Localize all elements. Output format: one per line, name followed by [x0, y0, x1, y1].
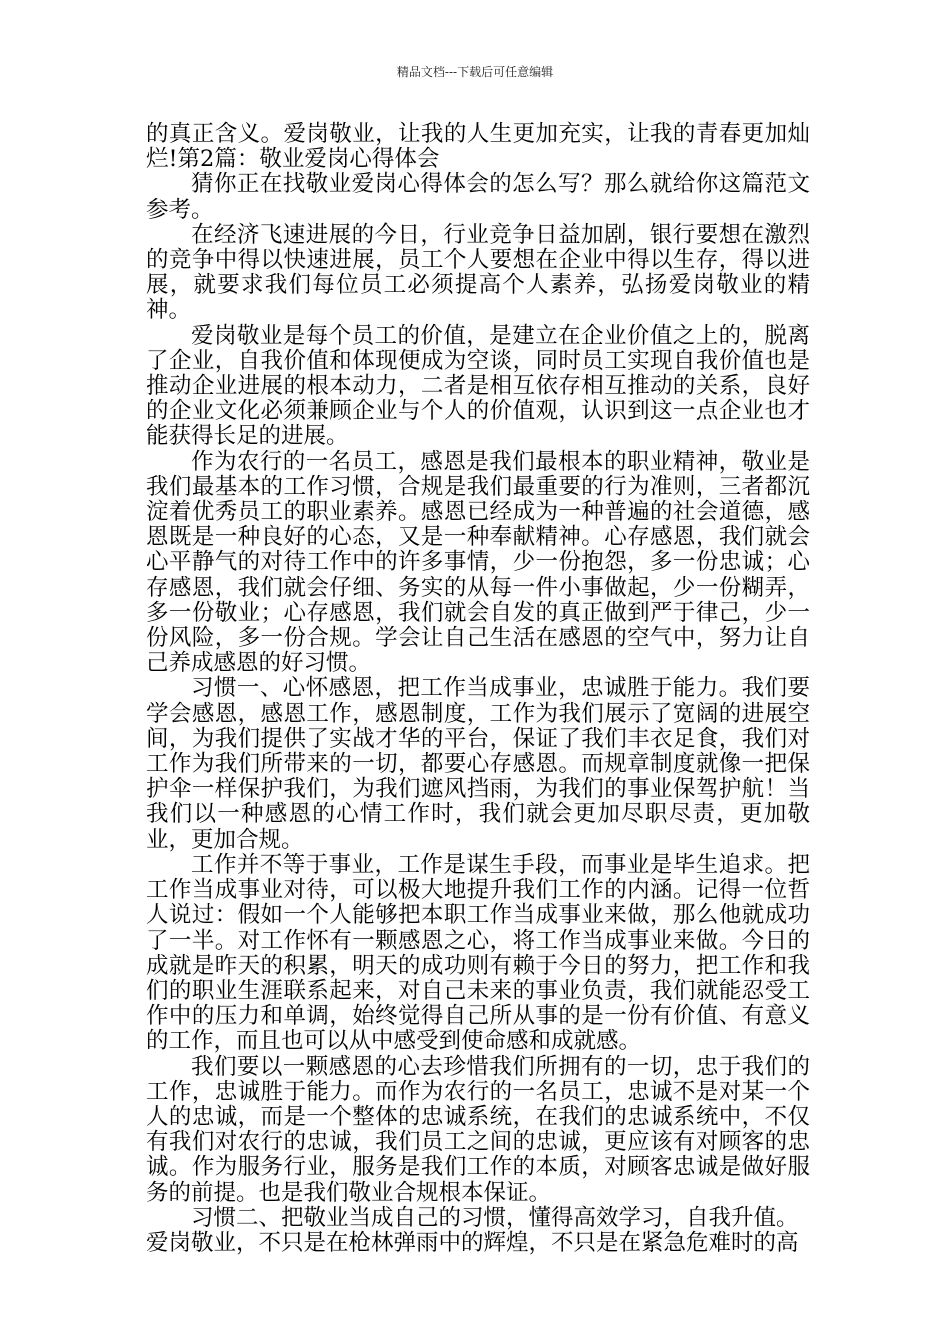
paragraph-9: 习惯二、把敬业当成自己的习惯，懂得高效学习，自我升值。 [191, 1204, 799, 1231]
paragraph-3: 在经济飞速进展的今日，行业竞争日益加剧，银行要想在激烈的竞争中得以快速进展，员工个人要想在企业中得以生存，得以进展，就要求我们每位员工必须提高个人素养，弘扬爱岗敬业的精神。 [146, 221, 810, 324]
paragraph-5: 作为农行的一名员工，感恩是我们最根本的职业精神，敬业是我们最基本的工作习惯，合规是我们最重要的行为准则，三者都沉淀着优秀员工的职业素养。感恩已经成为一种普遍的社会道德，感恩既是一种良好的心态，又是一种奉献精神。心存感恩，我们就会心平静气的对待工作中的许多事情，少一份抱怨，多一份忠诚；心存感恩，我们就会仔细、务实的从每一件小事做起，少一份糊弄，多一份敬业；心存感恩，我们就会自发的真正做到严于律己，少一份风险，多一份合规。学会让自己生活在感恩的空气中，努力让自己养成感恩的好习惯。 [146, 448, 810, 677]
paragraph-2: 猜你正在找敬业爱岗心得体会的怎么写？那么就给你这篇范文参考。 [146, 171, 810, 223]
document-body [146, 122, 810, 1256]
paragraph-6: 习惯一、心怀感恩，把工作当成事业，忠诚胜于能力。我们要学会感恩，感恩工作，感恩制度，工作为我们展示了宽阔的进展空间，为我们提供了实战才华的平台，保证了我们丰衣足食，我们对工作为我们所带来的一切，都要心存感恩。而规章制度就像一把保护伞一样保护我们，为我们遮风挡雨，为我们的事业保驾护航！当我们以一种感恩的心情工作时，我们就会更加尽职尽责，更加敬业，更加合规。 [146, 675, 810, 853]
paragraph-10: 爱岗敬业，不只是在枪林弹雨中的辉煌，不只是在紧急危难时的高 [146, 1229, 799, 1256]
page-header: 精品文档---下载后可任意编辑 [396, 65, 554, 79]
paragraph-4: 爱岗敬业是每个员工的价值，是建立在企业价值之上的，脱离了企业，自我价值和体现便成为空谈，同时员工实现自我价值也是推动企业进展的根本动力，二者是相互依存相互推动的关系，良好的企业文化必须兼顾企业与个人的价值观，认识到这一点企业也才能获得长足的进展。 [146, 322, 810, 450]
paragraph-7: 工作并不等于事业，工作是谋生手段，而事业是毕生追求。把工作当成事业对待，可以极大地提升我们工作的内涵。记得一位哲人说过：假如一个人能够把本职工作当成事业来做，那么他就成功了一半。对工作怀有一颗感恩之心，将工作当成事业来做。今日的成就是昨天的积累，明天的成功则有赖于今日的努力，把工作和我们的职业生涯联系起来，对自己未来的事业负责，我们就能忍受工作中的压力和单调，始终觉得自己所从事的是一份有价值、有意义的工作，而且也可以从中感受到使命感和成就感。 [146, 851, 810, 1055]
paragraph-8: 我们要以一颗感恩的心去珍惜我们所拥有的一切，忠于我们的工作，忠诚胜于能力。而作为农行的一名员工，忠诚不是对某一个人的忠诚，而是一个整体的忠诚系统，在我们的忠诚系统中，不仅有我们对农行的忠诚，我们员工之间的忠诚，更应该有对顾客的忠诚。作为服务行业，服务是我们工作的本质，对顾客忠诚是做好服务的前提。也是我们敬业合规根本保证。 [146, 1053, 810, 1206]
paragraph-1: 的真正含义。爱岗敬业，让我的人生更加充实，让我的青春更加灿烂!第2篇：敬业爱岗心得体会 [146, 121, 810, 173]
